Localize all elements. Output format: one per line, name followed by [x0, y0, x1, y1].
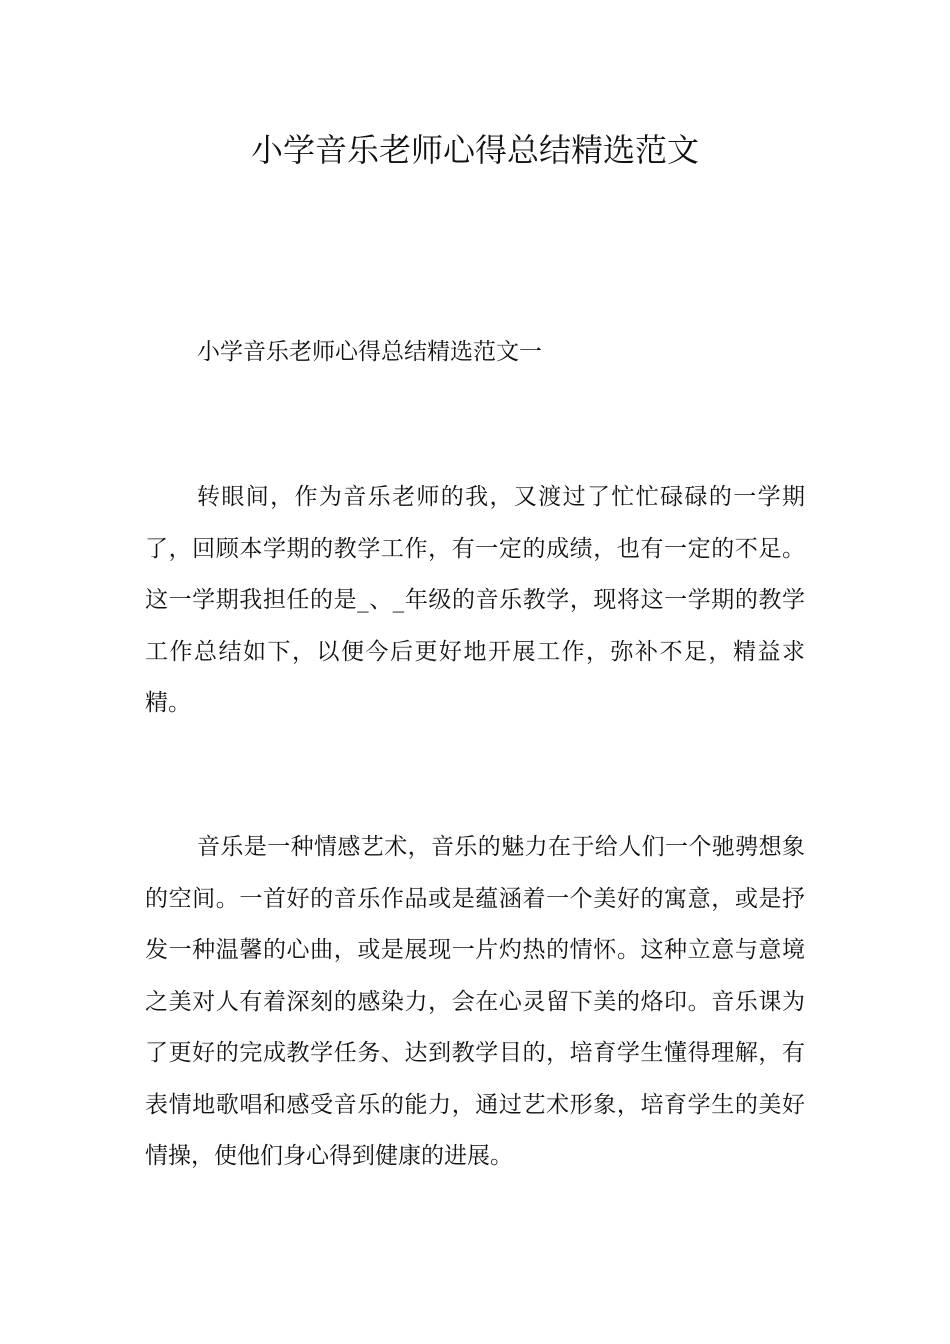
document-title: 小学音乐老师心得总结精选范文: [250, 131, 699, 169]
paragraph-1: 转眼间，作为音乐老师的我，又渡过了忙忙碌碌的一学期了，回顾本学期的教学工作，有一定的成绩，也有一定的不足。这一学期我担任的是_、_年级的音乐教学，现将这一学期的教学工作总结如下，以便今后更好地开展工作，弥补不足，精益求精。: [145, 484, 805, 716]
section-heading: 小学音乐老师心得总结精选范文一: [197, 339, 542, 365]
paragraph-2: 音乐是一种情感艺术，音乐的魅力在于给人们一个驰骋想象的空间。一首好的音乐作品或是蕴涵着一个美好的寓意，或是抒发一种温馨的心曲，或是展现一片灼热的情怀。这种立意与意境之美对人有着深刻的感染力，会在心灵留下美的烙印。音乐课为了更好的完成教学任务、达到教学目的，培育学生懂得理解，有表情地歌唱和感受音乐的能力，通过艺术形象，培育学生的美好情操，使他们身心得到健康的进展。: [145, 834, 805, 1169]
